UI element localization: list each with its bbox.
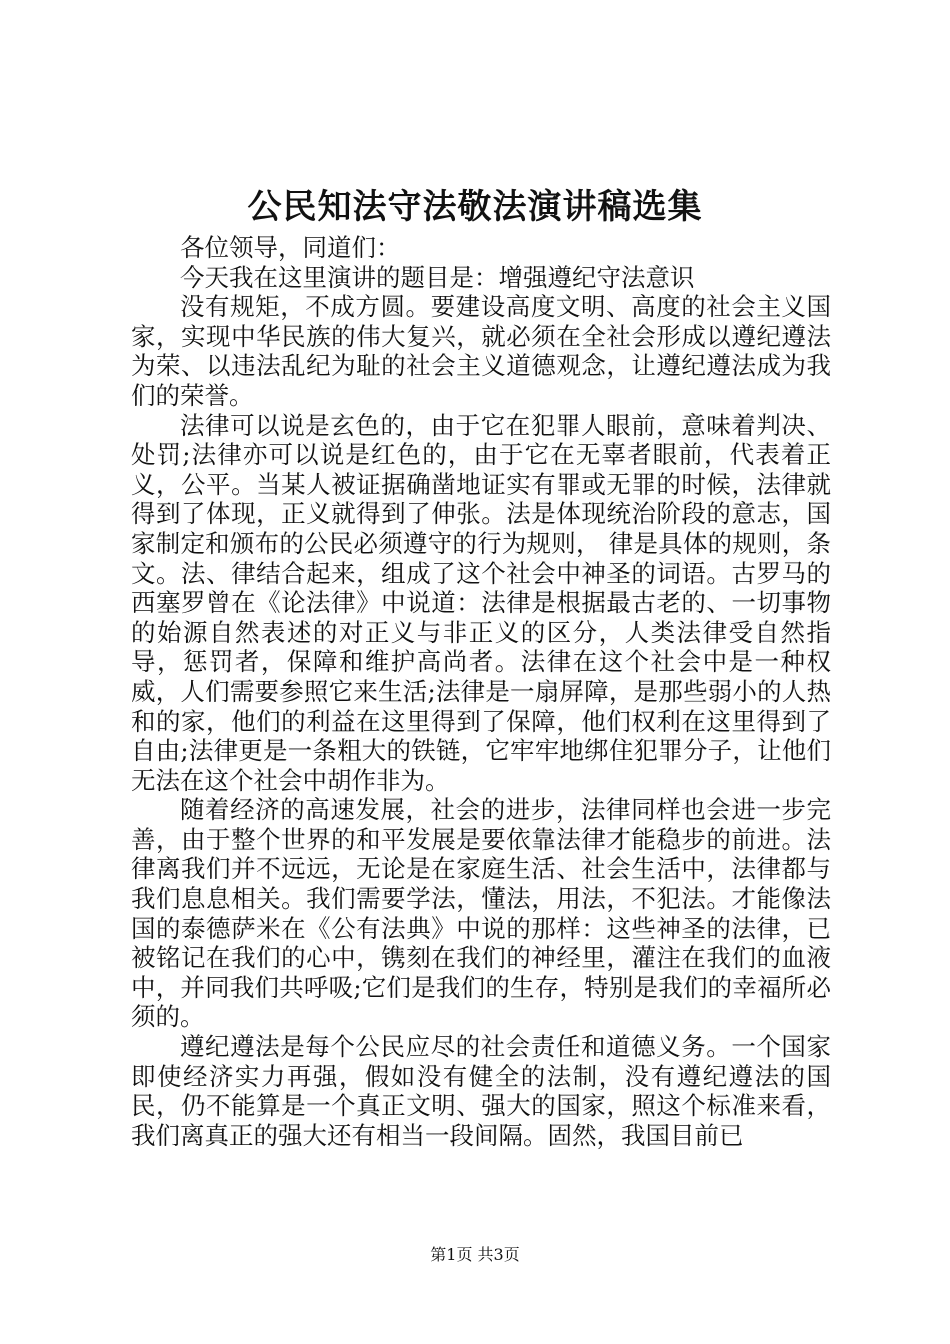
document-body (131, 233, 831, 1150)
paragraph: 没有规矩，不成方圆。要建设高度文明、高度的社会主义国家，实现中华民族的伟大复兴，就必须在全社会形成以遵纪遵法为荣、以违法乱纪为耻的社会主义道德观念，让遵纪遵法成为我们的荣誉。 (131, 292, 831, 410)
paragraph: 随着经济的高速发展，社会的进步，法律同样也会进一步完善，由于整个世界的和平发展是要依靠法律才能稳步的前进。法律离我们并不远远，无论是在家庭生活、社会生活中，法律都与我们息息相关。我们需要学法，懂法，用法，不犯法。才能像法国的泰德萨米在《公有法典》中说的那样：这些神圣的法律，已被铭记在我们的心中，镌刻在我们的神经里，灌注在我们的血液中，并同我们共呼吸;它们是我们的生存，特别是我们的幸福所必须的。 (131, 795, 831, 1032)
paragraph-topic: 今天我在这里演讲的题目是：增强遵纪守法意识 (180, 262, 695, 292)
paragraph: 法律可以说是玄色的，由于它在犯罪人眼前，意味着判决、处罚;法律亦可以说是红色的，由于它在无辜者眼前，代表着正义，公平。当某人被证据确凿地证实有罪或无罪的时候，法律就得到了体现，正义就得到了伸张。法是体现统治阶段的意志，国家制定和颁布的公民必须遵守的行为规则， 律是具体的规则，条文。法、律结合起来，组成了这个社会中神圣的词语。古罗马的西塞罗曾在《论法律》中说道：法律是根据最古老的、一切事物的始源自然表述的对正义与非正义的区分，人类法律受自然指导，惩罚者，保障和维护高尚者。法律在这个社会中是一种权威，人们需要参照它来生活;法律是一扇屏障，是那些弱小的人热和的家，他们的利益在这里得到了保障，他们权利在这里得到了自由;法律更是一条粗大的铁链，它牢牢地绑住犯罪分子，让他们无法在这个社会中胡作非为。 (131, 410, 831, 795)
paragraph-greeting: 各位领导，同道们： (180, 233, 401, 262)
document-title: 公民知法守法敬法演讲稿选集 (247, 187, 703, 227)
page-number-footer: 第1页 共3页 (430, 1245, 520, 1264)
paragraph: 遵纪遵法是每个公民应尽的社会责任和道德义务。一个国家即使经济实力再强，假如没有健全的法制，没有遵纪遵法的国民，仍不能算是一个真正文明、强大的国家，照这个标准来看，我们离真正的强大还有相当一段间隔。固然，我国目前已 (131, 1032, 831, 1150)
